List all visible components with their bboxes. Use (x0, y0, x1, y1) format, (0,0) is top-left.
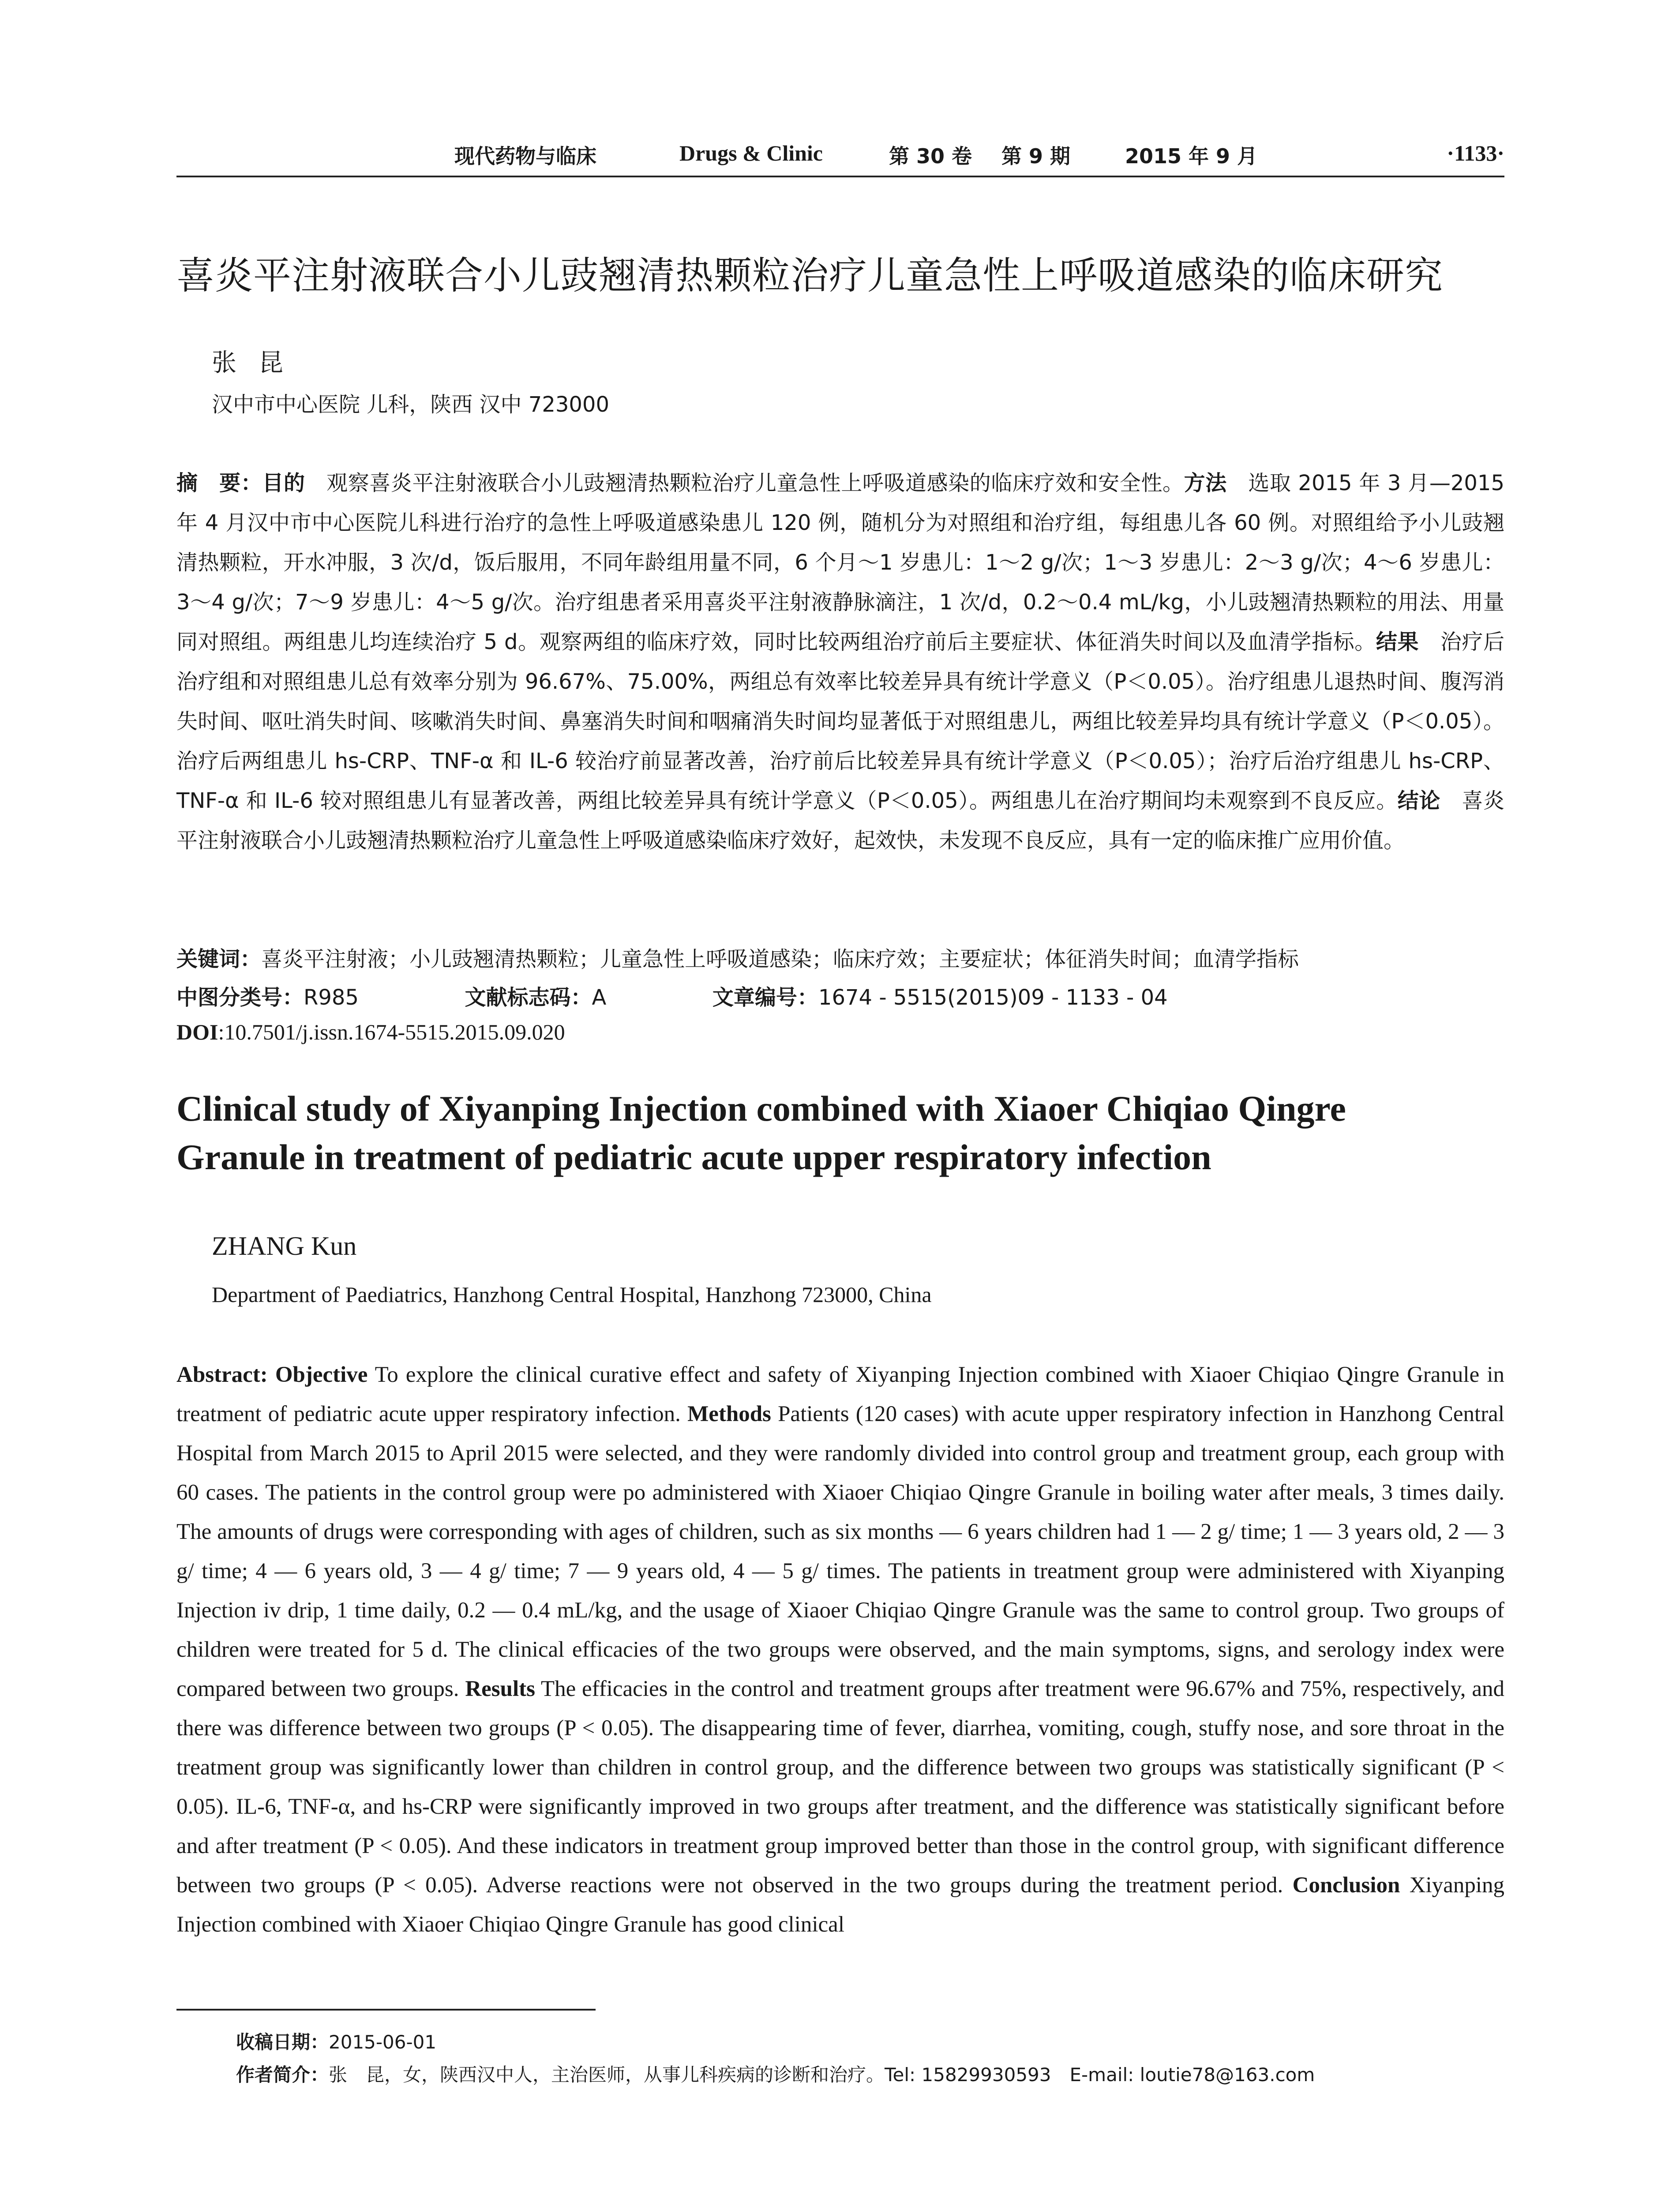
clc-label: 中图分类号： (176, 985, 304, 1010)
journal-name-en: Drugs & Clinic (679, 141, 823, 165)
conclusion-label-cn: 结论 (1397, 788, 1440, 813)
results-cn: 治疗后治疗组和对照组患儿总有效率分别为 96.67%、75.00%，两组总有效率比较差异具有统计学意义（P＜0.05）。治疗组患儿退热时间、腹泻消失时间、呕吐消失时间、咳嗽消失时间、鼻塞消失时间和咽痛消失时间均显著低于对照组患儿，两组比较差异均具有统计学意义（P＜0.05）。治疗后两组患儿 hs-CRP、TNF-α 和 IL-6 较治疗前显著改善，治疗前后比较差异具有统计学意义（P＜0.05）；治疗后治疗组患儿 hs-CRP、TNF-α 和 IL-6 较对照组患儿有显著改善，两组比较差异具有统计学意义（P＜0.05）。两组患儿在治疗期间均未观察到不良反应。 (176, 630, 1504, 813)
affiliation-cn: 汉中市中心医院 儿科，陕西 汉中 723000 (212, 392, 610, 417)
clc-value: R985 (304, 985, 359, 1010)
abstract-cn (176, 463, 1504, 860)
received-label: 收稿日期： (236, 2031, 329, 2053)
author-cn: 张昆 (212, 349, 305, 377)
results-label-en: Results (465, 1677, 536, 1701)
bio-text: 张 昆，女，陕西汉中人，主治医师，从事儿科疾病的诊断和治疗。Tel: 15829930593 E-mail: loutie78@163.com (329, 2064, 1315, 2086)
conclusion-en: Xiyanping Injection combined with Xiaoer Chiqiao Qingre Granule has good clinical (176, 1873, 1504, 1937)
doi-value: :10.7501/j.issn.1674-5515.2015.09.020 (218, 1020, 565, 1044)
doc-code-value: A (592, 985, 607, 1010)
keywords-cn (176, 942, 1504, 972)
methods-label-en: Methods (687, 1402, 771, 1426)
article-no-value: 1674 - 5515(2015)09 - 1133 - 04 (818, 985, 1168, 1010)
keywords-label-cn: 关键词： (176, 947, 262, 972)
methods-cn: 选取 2015 年 3 月—2015 年 4 月汉中市中心医院儿科进行治疗的急性上呼吸道感染患儿 120 例，随机分为对照组和治疗组，每组患儿各 60 例。对照组给予小儿豉翘清热颗粒，开水冲服，3 次/d，饭后服用，不同年龄组用量不同，6 个月～1 岁患儿：1～2 g/次；1～3 岁患儿：2～3 g/次；4～6 岁患儿：3～4 g/次；7～9 岁患儿：4～5 g/次。治疗组患者采用喜炎平注射液静脉滴注，1 次/d，0.2～0.4 mL/kg，小儿豉翘清热颗粒的用法、用量同对照组。两组患儿均连续治疗 5 d。观察两组的临床疗效，同时比较两组治疗前后主要症状、体征消失时间以及血清学指标。 (176, 471, 1504, 654)
abstract-en (176, 1355, 1504, 1944)
abstract-label-en: Abstract: Objective (176, 1362, 368, 1387)
conclusion-label-en: Conclusion (1292, 1873, 1400, 1898)
objective-cn: 观察喜炎平注射液联合小儿豉翘清热颗粒治疗儿童急性上呼吸道感染的临床疗效和安全性。 (305, 471, 1184, 495)
page-number: ·1133· (1447, 141, 1504, 165)
classification-line (176, 980, 1504, 1011)
conclusion-cn: 喜炎平注射液联合小儿豉翘清热颗粒治疗儿童急性上呼吸道感染临床疗效好，起效快，未发现不良反应，具有一定的临床推广应用价值。 (176, 788, 1504, 853)
bio-label: 作者简介： (236, 2064, 329, 2086)
methods-en: Patients (120 cases) with acute upper respiratory infection in Hanzhong Central Hospital from March 2015 to April 2015 were selected, and they were randomly divided into control group and treatment group, each group with 60 cases. The patients in the control group were po administered with Xiaoer Chiqiao Qingre Granule in boiling water after meals, 3 times daily. The amounts of drugs were corresponding with ages of children, such as six months — 6 years children had 1 — 2 g/ time; 1 — 3 years old, 2 — 3 g/ time; 4 — 6 years old, 3 — 4 g/ time; 7 — 9 years old, 4 — 5 g/ times. The patients in treatment group were administered with Xiyanping Injection iv drip, 1 time daily, 0.2 — 0.4 mL/kg, and the usage of Xiaoer Chiqiao Qingre Granule was the same to control group. Two groups of children were treated for 5 d. The clinical efficacies of the two groups were observed, and the main symptoms, signs, and serology index were compared between two groups. (176, 1402, 1504, 1701)
received-date (236, 2028, 436, 2054)
doc-code-label: 文献标志码： (465, 985, 592, 1010)
methods-label-cn: 方法 (1184, 471, 1227, 495)
footnote-rule (176, 2009, 596, 2011)
author-en: ZHANG Kun (212, 1231, 357, 1261)
abstract-label-cn: 摘 要： (176, 471, 262, 495)
received-value: 2015-06-01 (329, 2031, 437, 2053)
objective-label-cn: 目的 (262, 471, 305, 495)
article-title-cn: 喜炎平注射液联合小儿豉翘清热颗粒治疗儿童急性上呼吸道感染的临床研究 (176, 254, 1443, 298)
running-header (176, 140, 1504, 176)
header-rule (176, 176, 1504, 177)
doi-label: DOI (176, 1020, 218, 1044)
title-en-line2: Granule in treatment of pediatric acute upper respiratory infection (176, 1137, 1211, 1177)
author-bio (236, 2060, 1315, 2087)
volume: 第 30 卷 (889, 144, 972, 168)
results-en: The efficacies in the control and treatment groups after treatment were 96.67% and 75%, respectively, and there was difference between two groups (P < 0.05). The disappearing time of fever, diarrhea, vomiting, cough, stuffy nose, and sore throat in the treatment group was significantly lower than children in control group, and the difference between two groups was statistically significant (P < 0.05). IL-6, TNF-α, and hs-CRP were significantly improved in two groups after treatment, and the difference was statistically significant before and after treatment (P < 0.05). And these indicators in treatment group improved better than those in the control group, with significant difference between two groups (P < 0.05). Adverse reactions were not observed in the two groups during the treatment period. (176, 1677, 1504, 1898)
doi (176, 1019, 565, 1045)
article-no-label: 文章编号： (712, 985, 818, 1010)
objective-en: To explore the clinical curative effect and safety of Xiyanping Injection combined with Xiaoer Chiqiao Qingre Granule in treatment of pediatric acute upper respiratory infection. (176, 1362, 1504, 1426)
results-label-cn: 结果 (1376, 630, 1419, 654)
affiliation-en: Department of Paediatrics, Hanzhong Central Hospital, Hanzhong 723000, China (212, 1282, 932, 1307)
keywords-text-cn: 喜炎平注射液；小儿豉翘清热颗粒；儿童急性上呼吸道感染；临床疗效；主要症状；体征消失时间；血清学指标 (261, 947, 1299, 972)
issue: 第 9 期 (1001, 144, 1071, 168)
title-en-line1: Clinical study of Xiyanping Injection combined with Xiaoer Chiqiao Qingre (176, 1088, 1346, 1129)
journal-name-cn: 现代药物与临床 (454, 144, 596, 168)
article-title-en (176, 1084, 1504, 1182)
issue-date: 2015 年 9 月 (1125, 144, 1258, 168)
